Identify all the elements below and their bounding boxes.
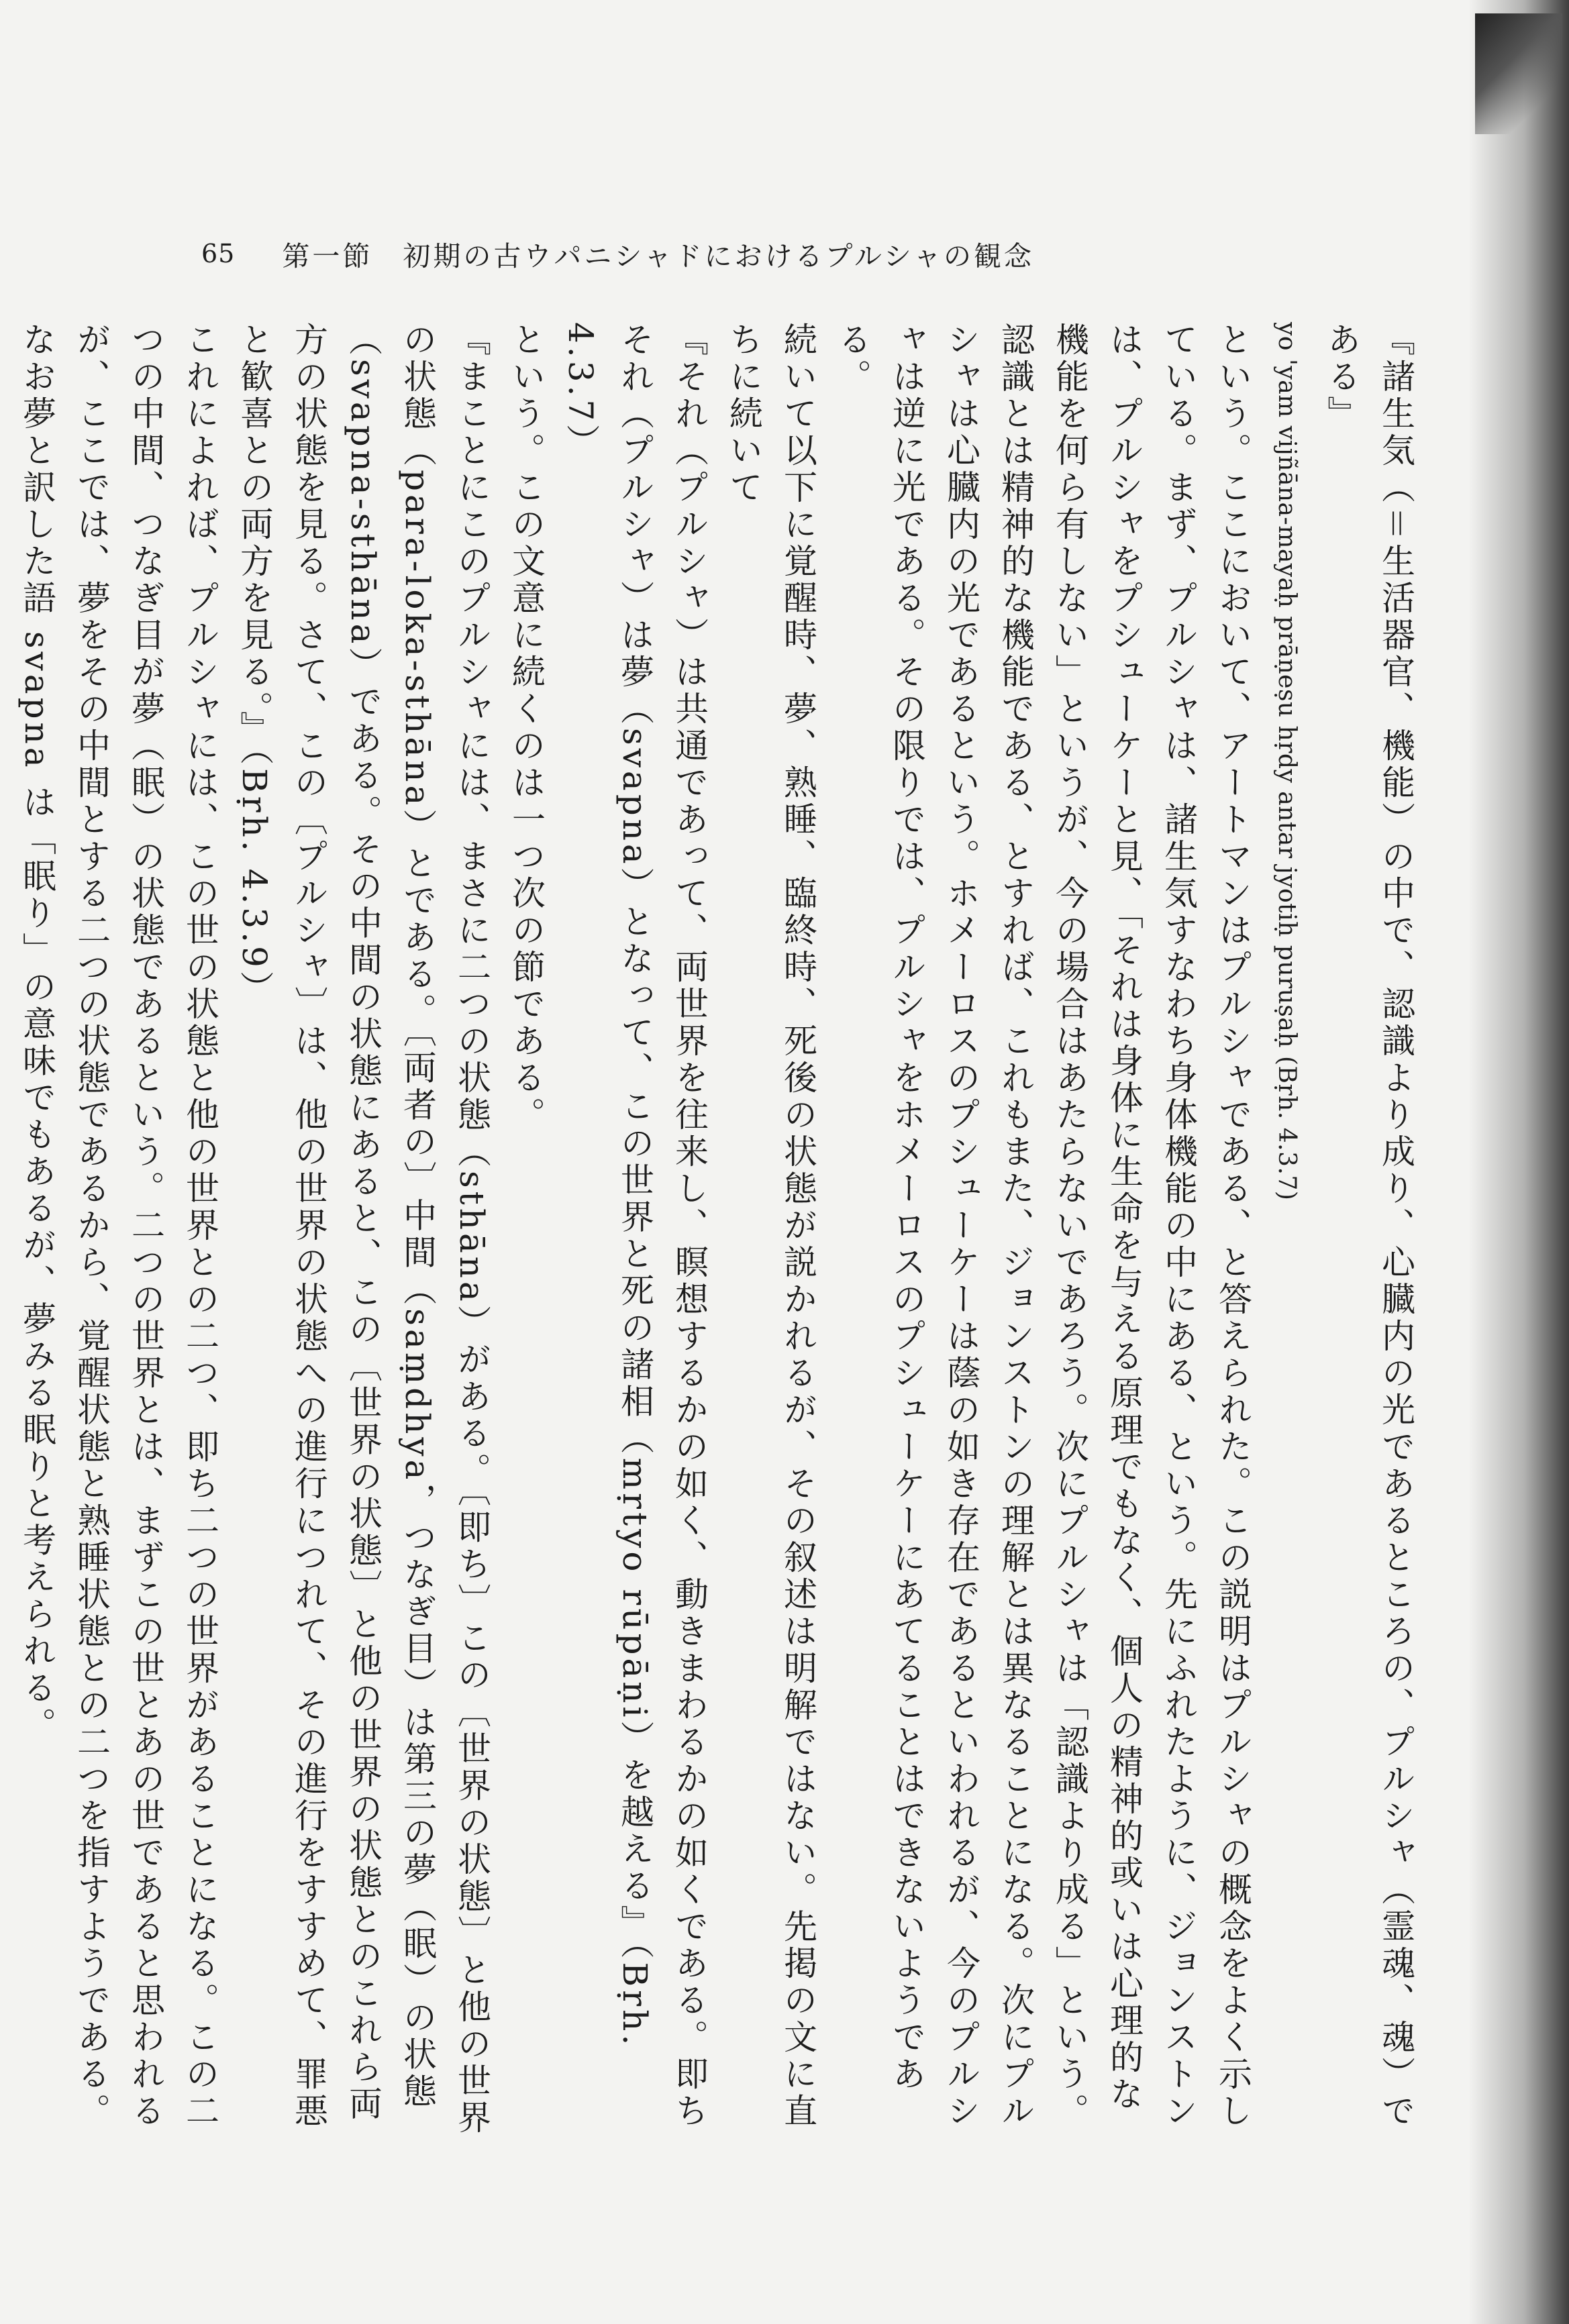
paragraph: という。この文意に続くのは一つ次の節である。 (507, 322, 546, 1134)
paragraph: という。ここにおいて、アートマンはプルシャである、と答えられた。この説明はプルシャの概念をよく示している。まず、プルシャは、諸生気すなわち身体機能の中にある、という。先にふれたように、ジョンストンは、プルシャをプシューケーと見、「それは身体に生命を与える原理でもなく、個人の精神的或いは心理的な機能を何ら有しない」というが、今の場合はあたらないであろう。次にプルシャは「認識より成る」という。認識とは精神的な機能である、とすれば、これもまた、ジョンストンの理解とは異なることになる。次にプルシャは心臓内の光であるという。ホメーロスのプシューケーは蔭の如き存在であるといわれるが、今のプルシャは逆に光である。その限りでは、プルシャをホメーロスのプシューケーにあてることはできないようである。 (833, 322, 1252, 2130)
paragraph: これによれば、プルシャには、この世の状態と他の世界との二つ、即ち二つの世界があることになる。この二つの中間、つなぎ目が夢（眠）の状態であるという。二つの世界とは、まずこの世とあの世であると思われるが、ここでは、夢をその中間とする二つの状態であるから、覚醒状態と熟睡状態との二つを指すようである。なお夢と訳した語 svapna は「眠り」の意味でもあるが、夢みる眠りと考えられる。 (17, 322, 219, 2130)
quote-paragraph: 『諸生気（＝生活器官、機能）の中で、認識より成り、心臓内の光であるところの、プルシャ（霊魂、魂）である』 (1322, 322, 1415, 2130)
section-title: 第一節 初期の古ウパニシャドにおけるプルシャの観念 (282, 240, 1035, 272)
quote-paragraph: 『まことにこのプルシャには、まさに二つの状態（sthāna）がある。〔即ち〕この〔世界の状態〕と他の世界の状態（para-loka-sthāna）とである。〔両者の〕中間（saṃdhya，つなぎ目）は第三の夢（眠）の状態（svapna-sthāna）である。その中間の状態にあると、この〔世界の状態〕と他の世界の状態とのこれら両方の状態を見る。さて、この〔プルシャ〕は、他の世界の状態への進行につれて、その進行をすすめて、罪悪と歓喜との両方を見る。』（Bṛh. 4.3.9） (235, 322, 491, 2137)
page-number: 65 (201, 239, 236, 268)
paragraph: 続いて以下に覚醒時、夢、熟睡、臨終時、死後の状態が説かれるが、その叙述は明解ではない。先掲の文に直ちに続いて (724, 322, 817, 2130)
quote-paragraph: 『それ（プルシャ）は共通であって、両世界を往来し、瞑想するかの如く、動きまわるかの如くである。即ちそれ（プルシャ）は夢（svapna）となって、この世界と死の諸相（mṛtyo rūpāṇi）を越える』（Bṛh. 4.3.7） (561, 322, 709, 2130)
scan-edge-shadow (1468, 0, 1569, 2324)
scan-corner-shadow (1475, 13, 1562, 134)
running-head (201, 233, 1208, 274)
body-text (17, 322, 1423, 2147)
sanskrit-citation: yo 'yam vijñāna-mayaḥ prāṇeṣu hṛdy antar jyotiḥ puruṣaḥ (Bṛh. 4.3.7) (1273, 322, 1301, 1201)
